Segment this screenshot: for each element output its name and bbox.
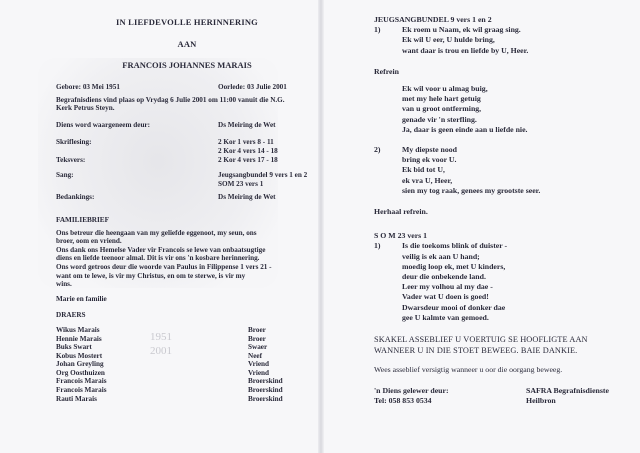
- draer-relation: Broerskind: [248, 394, 283, 403]
- service-value: Ds Meiring de Wet: [218, 120, 276, 129]
- draer-relation: Vriend: [248, 368, 270, 377]
- service-provider: [374, 386, 636, 406]
- letter-signoff: Marie en familie: [56, 294, 107, 303]
- draer-relation: Vriend: [248, 360, 270, 369]
- draer-row: [56, 335, 318, 344]
- hymn-verse-1: [374, 25, 636, 56]
- service-label: Skriflesing:: [56, 137, 92, 146]
- verse-number: 2): [374, 145, 381, 155]
- verse-line: met my hele hart getuig: [402, 94, 481, 104]
- draer-name: Johan Greyling: [56, 360, 104, 369]
- refrein-text: [402, 84, 636, 135]
- verse-line: Vader wat U doen is goed!: [402, 292, 489, 302]
- service-row: [56, 193, 318, 202]
- familiebrief-text: [56, 229, 318, 289]
- refrein-label: Refrein: [374, 66, 399, 76]
- funeral-line: Kerk Petrus Steyn.: [56, 104, 115, 113]
- herhaal-refrein: Herhaal refrein.: [374, 207, 428, 217]
- service-value: Ds Meiring de Wet: [218, 192, 276, 201]
- letter-line: broer, oom en vriend.: [56, 237, 122, 246]
- draer-row: [56, 326, 318, 335]
- verse-line: veilig is ek aan U hand;: [402, 251, 480, 261]
- draer-row: [56, 377, 318, 386]
- draer-relation: Broer: [248, 325, 266, 334]
- hymn-verse-2: [374, 145, 636, 196]
- stamp-line: 2001: [150, 345, 172, 357]
- service-value: 2 Kor 4 vers 17 - 18: [218, 155, 278, 164]
- letter-line: Ons betreur die heengaan van my geliefde eggenoot, my seun, ons: [56, 228, 257, 237]
- funeral-line: Begrafnisdiens vind plaas op Vrydag 6 Julie 2001 om 11:00 vanuit die N.G.: [56, 95, 285, 104]
- verse-line: Ek bid tot U,: [402, 165, 445, 175]
- verse-line: Ek wil voor u almag buig,: [402, 84, 488, 94]
- service-row: [56, 147, 318, 156]
- draer-relation: Broer: [248, 334, 266, 343]
- verse-line: want daar is trou en liefde by U, Heer.: [402, 45, 529, 55]
- draer-row: [56, 352, 318, 361]
- service-label: Bedankings:: [56, 192, 95, 201]
- notice-line: WANNEER U IN DIE STOET BEWEEG. BAIE DANKIE.: [374, 345, 578, 355]
- draer-relation: Broerskind: [248, 377, 283, 386]
- stamp-line: 1951: [150, 331, 172, 343]
- hymn-title: JEUGSANGBUNDEL 9 vers 1 en 2: [374, 15, 492, 24]
- verse-line: Ja, daar is geen einde aan u liefde nie.: [402, 124, 528, 134]
- careful-notice: Wees asseblief versigtig wanneer u oor die oorgang beweeg.: [374, 365, 563, 375]
- service-row: [56, 156, 318, 165]
- verse-line: Is die toekoms blink of duister -: [402, 241, 508, 251]
- draer-name: Org Oosthuizen: [56, 368, 105, 377]
- draer-name: Rauti Marais: [56, 394, 97, 403]
- draer-name: Wikus Marais: [56, 325, 100, 334]
- letter-line: wins.: [56, 280, 72, 289]
- verse-number: 1): [374, 241, 381, 251]
- som-title: S O M 23 vers 1: [374, 231, 428, 241]
- verse-line: deur die onbekende land.: [402, 272, 486, 282]
- draer-relation: Neef: [248, 351, 262, 360]
- draer-relation: Swaer: [248, 343, 268, 352]
- verse-line: moedig loop ek, met U kinders,: [402, 261, 506, 271]
- provider-town: Heilbron: [526, 396, 556, 406]
- service-row: [56, 121, 318, 130]
- right-page: [374, 15, 636, 406]
- verse-line: bring ek voor U.: [402, 155, 457, 165]
- aan-label: AAN: [177, 38, 197, 49]
- verse-line: ek vra U, Heer,: [402, 175, 453, 185]
- verse-line: My diepste nood: [402, 145, 458, 155]
- letter-line: Ons word getroos deur die woorde van Paulus in Filippense 1 vers 21 -: [56, 262, 272, 271]
- draers-heading: DRAERS: [56, 311, 86, 320]
- deceased-name: FRANCOIS JOHANNES MARAIS: [122, 60, 252, 71]
- verse-line: gee U kalmte van gemoed.: [402, 312, 489, 322]
- service-value: 2 Kor 1 vers 8 - 11: [218, 137, 274, 146]
- draer-row: [56, 360, 318, 369]
- service-value: SOM 23 vers 1: [218, 179, 264, 188]
- draers-list: [56, 326, 318, 403]
- letter-line: want om te lewe, is vir my Christus, en om te sterwe, is vir my: [56, 271, 246, 280]
- familiebrief-heading: FAMILIEBRIEF: [56, 215, 109, 224]
- verse-line: Dwarsdeur mooi of donker dae: [402, 302, 506, 312]
- verse-line: van u groot ontferming,: [402, 104, 482, 114]
- draer-row: [56, 343, 318, 352]
- draer-name: Francois Marais: [56, 377, 107, 386]
- verse-number: 1): [374, 25, 381, 35]
- service-row: [56, 171, 318, 180]
- letter-line: Ons dank ons Hemelse Vader vir Francois se lewe van onbaatsugtige: [56, 245, 266, 254]
- service-label: Teksvers:: [56, 155, 86, 164]
- draer-name: Francois Marais: [56, 386, 107, 395]
- verse-line: Ek wil U eer, U hulde bring,: [402, 35, 495, 45]
- provider-name: SAFRA Begrafnisdienste: [526, 386, 609, 396]
- notice-line: SKAKEL ASSEBLIEF U VOERTUIG SE HOOFLIGTE AAN: [374, 335, 588, 345]
- verse-line: Leer my volhou al my dae -: [402, 282, 493, 292]
- service-label: Sang:: [56, 170, 74, 179]
- draer-row: [56, 369, 318, 378]
- draer-name: Kobus Mostert: [56, 351, 103, 360]
- service-row: [56, 180, 318, 189]
- draer-row: [56, 395, 318, 404]
- letter-line: diens en liefde teenoor almal. Dit is vir ons 'n kosbare herinnering.: [56, 254, 260, 263]
- death-date: Oorlede: 03 Julie 2001: [218, 82, 287, 91]
- dates-row: [56, 83, 318, 92]
- service-value: 2 Kor 4 vers 14 - 18: [218, 146, 278, 155]
- left-page: [56, 18, 318, 403]
- provider-phone: Tel: 058 853 0534: [374, 396, 432, 406]
- headlights-notice: [374, 335, 636, 356]
- verse-line: Ek roem u Naam, ek wil graag sing.: [402, 25, 521, 35]
- service-row: [56, 138, 318, 147]
- draer-relation: Broerskind: [248, 386, 283, 395]
- memorial-title: IN LIEFDEVOLLE HERINNERING: [115, 17, 258, 27]
- verse-line: sien my tog raak, genees my grootste seer.: [402, 185, 541, 195]
- verse-line: genade vir 'n sterfling.: [402, 114, 477, 124]
- provider-label: 'n Diens gelewer deur:: [374, 386, 449, 396]
- som-verse-1: [374, 241, 636, 323]
- birth-date: Gebore: 03 Mei 1951: [56, 82, 120, 91]
- draer-row: [56, 386, 318, 395]
- draer-name: Hennie Marais: [56, 334, 102, 343]
- page-fold: [318, 0, 324, 453]
- service-value: Jeugsangbundel 9 vers 1 en 2: [218, 170, 308, 179]
- draer-name: Buks Swart: [56, 343, 92, 352]
- service-label: Diens word waargeneem deur:: [56, 120, 151, 129]
